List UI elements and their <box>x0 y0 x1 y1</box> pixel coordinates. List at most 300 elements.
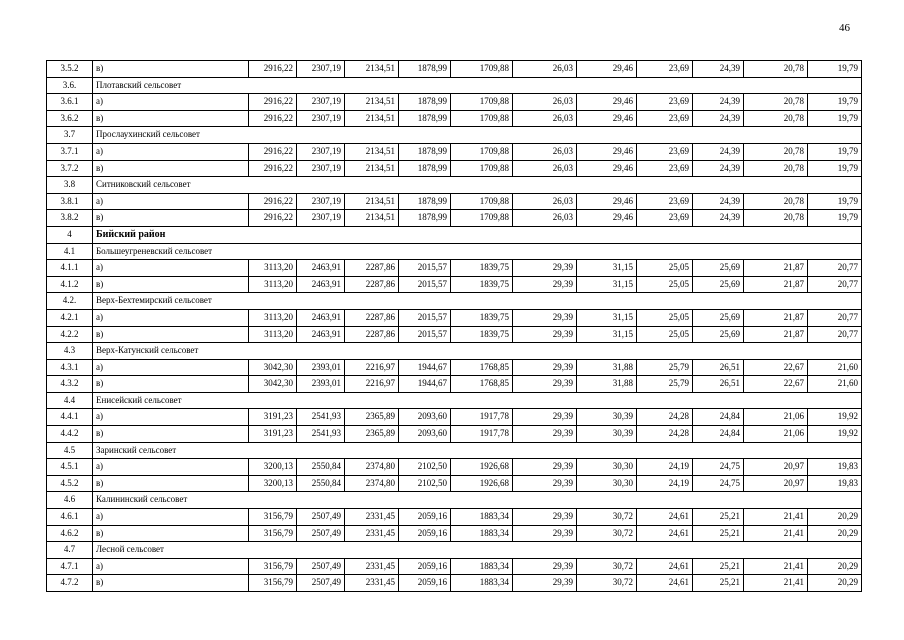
value-cell: 24,84 <box>693 426 744 443</box>
value-cell: 29,46 <box>577 160 637 177</box>
table-body <box>47 61 862 592</box>
value-cell: 1709,88 <box>451 210 513 227</box>
value-cell: 20,29 <box>808 558 862 575</box>
row-number: 4.5.2 <box>47 475 93 492</box>
row-number: 4.7 <box>47 542 93 559</box>
value-cell: 25,79 <box>637 359 693 376</box>
value-cell: 26,03 <box>513 110 577 127</box>
value-cell: 29,46 <box>577 94 637 111</box>
value-cell: 2374,80 <box>345 475 399 492</box>
table-row <box>47 61 862 78</box>
value-cell: 2307,19 <box>297 210 345 227</box>
value-cell: 1944,67 <box>399 376 451 393</box>
value-cell: 29,39 <box>513 475 577 492</box>
value-cell: 2134,51 <box>345 160 399 177</box>
value-cell: 29,39 <box>513 575 577 592</box>
value-cell: 3113,20 <box>249 309 297 326</box>
value-cell: 25,05 <box>637 309 693 326</box>
value-cell: 1709,88 <box>451 110 513 127</box>
value-cell: 1883,34 <box>451 525 513 542</box>
value-cell: 24,75 <box>693 475 744 492</box>
value-cell: 29,39 <box>513 509 577 526</box>
row-subitem: в) <box>93 210 249 227</box>
value-cell: 25,69 <box>693 260 744 277</box>
row-number: 3.6.2 <box>47 110 93 127</box>
value-cell: 20,78 <box>744 210 808 227</box>
value-cell: 3113,20 <box>249 260 297 277</box>
row-subitem: в) <box>93 276 249 293</box>
value-cell: 31,15 <box>577 276 637 293</box>
value-cell: 3156,79 <box>249 525 297 542</box>
value-cell: 2059,16 <box>399 509 451 526</box>
value-cell: 2134,51 <box>345 210 399 227</box>
value-cell: 29,46 <box>577 143 637 160</box>
table-row <box>47 575 862 592</box>
value-cell: 20,77 <box>808 276 862 293</box>
value-cell: 2916,22 <box>249 193 297 210</box>
value-cell: 20,77 <box>808 309 862 326</box>
section-row <box>47 392 862 409</box>
value-cell: 21,41 <box>744 558 808 575</box>
value-cell: 2331,45 <box>345 525 399 542</box>
value-cell: 21,87 <box>744 276 808 293</box>
table-row <box>47 276 862 293</box>
value-cell: 20,77 <box>808 326 862 343</box>
table-row <box>47 309 862 326</box>
value-cell: 3113,20 <box>249 326 297 343</box>
value-cell: 1709,88 <box>451 61 513 78</box>
value-cell: 2059,16 <box>399 575 451 592</box>
value-cell: 30,72 <box>577 558 637 575</box>
row-number: 4.6 <box>47 492 93 509</box>
value-cell: 23,69 <box>637 210 693 227</box>
value-cell: 2463,91 <box>297 326 345 343</box>
value-cell: 23,69 <box>637 193 693 210</box>
table-row <box>47 94 862 111</box>
value-cell: 1944,67 <box>399 359 451 376</box>
value-cell: 2059,16 <box>399 525 451 542</box>
value-cell: 31,15 <box>577 326 637 343</box>
row-subitem: а) <box>93 509 249 526</box>
row-number: 4.2.1 <box>47 309 93 326</box>
value-cell: 29,39 <box>513 309 577 326</box>
value-cell: 2393,01 <box>297 359 345 376</box>
value-cell: 24,39 <box>693 193 744 210</box>
row-subitem: а) <box>93 260 249 277</box>
value-cell: 2365,89 <box>345 409 399 426</box>
section-row <box>47 77 862 94</box>
value-cell: 19,79 <box>808 160 862 177</box>
table-row <box>47 260 862 277</box>
row-number: 4.6.2 <box>47 525 93 542</box>
row-number: 3.7.1 <box>47 143 93 160</box>
value-cell: 1709,88 <box>451 193 513 210</box>
value-cell: 2216,97 <box>345 359 399 376</box>
row-number: 4.1.2 <box>47 276 93 293</box>
value-cell: 24,75 <box>693 459 744 476</box>
value-cell: 2102,50 <box>399 475 451 492</box>
value-cell: 25,05 <box>637 326 693 343</box>
value-cell: 21,87 <box>744 326 808 343</box>
value-cell: 2916,22 <box>249 61 297 78</box>
row-subitem: в) <box>93 426 249 443</box>
value-cell: 2307,19 <box>297 193 345 210</box>
value-cell: 29,39 <box>513 558 577 575</box>
value-cell: 3113,20 <box>249 276 297 293</box>
section-row <box>47 177 862 194</box>
value-cell: 24,61 <box>637 558 693 575</box>
value-cell: 3042,30 <box>249 359 297 376</box>
value-cell: 31,15 <box>577 309 637 326</box>
value-cell: 2287,86 <box>345 260 399 277</box>
table-row <box>47 359 862 376</box>
value-cell: 2331,45 <box>345 575 399 592</box>
row-number: 3.7 <box>47 127 93 144</box>
value-cell: 1839,75 <box>451 260 513 277</box>
value-cell: 2507,49 <box>297 525 345 542</box>
value-cell: 20,97 <box>744 459 808 476</box>
value-cell: 1926,68 <box>451 475 513 492</box>
row-subitem: в) <box>93 575 249 592</box>
value-cell: 25,69 <box>693 326 744 343</box>
value-cell: 2307,19 <box>297 143 345 160</box>
value-cell: 2134,51 <box>345 94 399 111</box>
row-number: 4.2.2 <box>47 326 93 343</box>
value-cell: 1878,99 <box>399 143 451 160</box>
value-cell: 2463,91 <box>297 309 345 326</box>
row-number: 4.2. <box>47 293 93 310</box>
table-row <box>47 475 862 492</box>
row-number: 4 <box>47 226 93 243</box>
value-cell: 26,03 <box>513 61 577 78</box>
row-number: 4.4 <box>47 392 93 409</box>
section-name: Заринский сельсовет <box>93 442 862 459</box>
value-cell: 24,61 <box>637 509 693 526</box>
value-cell: 1878,99 <box>399 94 451 111</box>
value-cell: 29,39 <box>513 359 577 376</box>
value-cell: 24,84 <box>693 409 744 426</box>
value-cell: 20,77 <box>808 260 862 277</box>
value-cell: 20,29 <box>808 525 862 542</box>
row-number: 4.3.1 <box>47 359 93 376</box>
value-cell: 30,72 <box>577 525 637 542</box>
value-cell: 20,78 <box>744 61 808 78</box>
row-subitem: в) <box>93 525 249 542</box>
value-cell: 2287,86 <box>345 309 399 326</box>
value-cell: 30,72 <box>577 509 637 526</box>
value-cell: 2331,45 <box>345 509 399 526</box>
row-subitem: в) <box>93 475 249 492</box>
value-cell: 19,92 <box>808 426 862 443</box>
row-number: 4.4.1 <box>47 409 93 426</box>
value-cell: 2307,19 <box>297 61 345 78</box>
value-cell: 25,05 <box>637 276 693 293</box>
value-cell: 24,39 <box>693 143 744 160</box>
value-cell: 29,39 <box>513 459 577 476</box>
value-cell: 24,28 <box>637 409 693 426</box>
table-row <box>47 326 862 343</box>
section-row <box>47 442 862 459</box>
row-subitem: а) <box>93 459 249 476</box>
value-cell: 23,69 <box>637 110 693 127</box>
value-cell: 30,30 <box>577 475 637 492</box>
value-cell: 23,69 <box>637 94 693 111</box>
value-cell: 1878,99 <box>399 160 451 177</box>
value-cell: 30,72 <box>577 575 637 592</box>
value-cell: 1768,85 <box>451 359 513 376</box>
value-cell: 2916,22 <box>249 210 297 227</box>
value-cell: 2307,19 <box>297 110 345 127</box>
value-cell: 2015,57 <box>399 260 451 277</box>
row-number: 4.7.1 <box>47 558 93 575</box>
value-cell: 29,39 <box>513 525 577 542</box>
row-number: 4.5.1 <box>47 459 93 476</box>
value-cell: 2015,57 <box>399 309 451 326</box>
value-cell: 1917,78 <box>451 426 513 443</box>
row-number: 3.6.1 <box>47 94 93 111</box>
value-cell: 2916,22 <box>249 143 297 160</box>
value-cell: 29,46 <box>577 193 637 210</box>
value-cell: 1883,34 <box>451 509 513 526</box>
value-cell: 19,79 <box>808 193 862 210</box>
row-number: 4.3 <box>47 343 93 360</box>
value-cell: 1839,75 <box>451 309 513 326</box>
value-cell: 19,79 <box>808 143 862 160</box>
value-cell: 26,51 <box>693 359 744 376</box>
value-cell: 23,69 <box>637 160 693 177</box>
row-number: 3.8.1 <box>47 193 93 210</box>
row-number: 4.1.1 <box>47 260 93 277</box>
value-cell: 1709,88 <box>451 94 513 111</box>
value-cell: 3156,79 <box>249 509 297 526</box>
value-cell: 24,39 <box>693 110 744 127</box>
value-cell: 24,39 <box>693 210 744 227</box>
row-subitem: в) <box>93 376 249 393</box>
table-row <box>47 409 862 426</box>
value-cell: 24,39 <box>693 160 744 177</box>
value-cell: 1768,85 <box>451 376 513 393</box>
section-name: Енисейский сельсовет <box>93 392 862 409</box>
value-cell: 26,03 <box>513 143 577 160</box>
row-number: 3.8 <box>47 177 93 194</box>
value-cell: 2059,16 <box>399 558 451 575</box>
section-name: Большеугреневский сельсовет <box>93 243 862 260</box>
value-cell: 26,03 <box>513 193 577 210</box>
value-cell: 2550,84 <box>297 459 345 476</box>
value-cell: 2015,57 <box>399 276 451 293</box>
value-cell: 26,03 <box>513 210 577 227</box>
row-subitem: в) <box>93 61 249 78</box>
row-subitem: а) <box>93 143 249 160</box>
value-cell: 29,46 <box>577 110 637 127</box>
value-cell: 2216,97 <box>345 376 399 393</box>
section-name: Плотавский сельсовет <box>93 77 862 94</box>
table-row <box>47 525 862 542</box>
value-cell: 25,79 <box>637 376 693 393</box>
value-cell: 25,21 <box>693 575 744 592</box>
value-cell: 21,41 <box>744 575 808 592</box>
row-subitem: а) <box>93 94 249 111</box>
value-cell: 25,21 <box>693 509 744 526</box>
table-row <box>47 110 862 127</box>
value-cell: 1878,99 <box>399 110 451 127</box>
value-cell: 2541,93 <box>297 426 345 443</box>
row-number: 4.7.2 <box>47 575 93 592</box>
value-cell: 20,78 <box>744 94 808 111</box>
value-cell: 20,78 <box>744 110 808 127</box>
section-name: Прослаухинский сельсовет <box>93 127 862 144</box>
value-cell: 2134,51 <box>345 143 399 160</box>
row-number: 4.4.2 <box>47 426 93 443</box>
value-cell: 2507,49 <box>297 509 345 526</box>
page-number: 46 <box>839 22 850 34</box>
row-subitem: а) <box>93 309 249 326</box>
value-cell: 19,92 <box>808 409 862 426</box>
table-row <box>47 558 862 575</box>
table-row <box>47 426 862 443</box>
value-cell: 1878,99 <box>399 193 451 210</box>
value-cell: 26,03 <box>513 160 577 177</box>
value-cell: 2916,22 <box>249 110 297 127</box>
value-cell: 25,69 <box>693 309 744 326</box>
row-number: 3.7.2 <box>47 160 93 177</box>
row-number: 4.6.1 <box>47 509 93 526</box>
section-name: Калининский сельсовет <box>93 492 862 509</box>
value-cell: 26,51 <box>693 376 744 393</box>
row-number: 3.5.2 <box>47 61 93 78</box>
value-cell: 19,79 <box>808 94 862 111</box>
value-cell: 29,39 <box>513 426 577 443</box>
value-cell: 21,60 <box>808 376 862 393</box>
value-cell: 3200,13 <box>249 475 297 492</box>
row-number: 3.8.2 <box>47 210 93 227</box>
value-cell: 2463,91 <box>297 276 345 293</box>
value-cell: 1883,34 <box>451 558 513 575</box>
value-cell: 2134,51 <box>345 193 399 210</box>
value-cell: 2287,86 <box>345 326 399 343</box>
value-cell: 29,46 <box>577 61 637 78</box>
value-cell: 2287,86 <box>345 276 399 293</box>
value-cell: 20,78 <box>744 193 808 210</box>
value-cell: 3191,23 <box>249 426 297 443</box>
row-subitem: а) <box>93 558 249 575</box>
value-cell: 21,87 <box>744 260 808 277</box>
value-cell: 25,21 <box>693 558 744 575</box>
value-cell: 24,61 <box>637 525 693 542</box>
value-cell: 19,79 <box>808 210 862 227</box>
tariff-table <box>46 60 862 592</box>
value-cell: 31,15 <box>577 260 637 277</box>
section-name: Лесной сельсовет <box>93 542 862 559</box>
value-cell: 21,87 <box>744 309 808 326</box>
row-number: 4.1 <box>47 243 93 260</box>
value-cell: 3156,79 <box>249 575 297 592</box>
value-cell: 21,06 <box>744 409 808 426</box>
value-cell: 29,39 <box>513 409 577 426</box>
value-cell: 20,29 <box>808 575 862 592</box>
value-cell: 2331,45 <box>345 558 399 575</box>
value-cell: 2374,80 <box>345 459 399 476</box>
value-cell: 2093,60 <box>399 426 451 443</box>
table-row <box>47 160 862 177</box>
value-cell: 1839,75 <box>451 276 513 293</box>
value-cell: 29,39 <box>513 326 577 343</box>
value-cell: 22,67 <box>744 376 808 393</box>
table-row <box>47 509 862 526</box>
table-row <box>47 210 862 227</box>
table-row <box>47 376 862 393</box>
value-cell: 24,19 <box>637 459 693 476</box>
value-cell: 19,83 <box>808 459 862 476</box>
value-cell: 2507,49 <box>297 558 345 575</box>
row-subitem: а) <box>93 409 249 426</box>
value-cell: 20,29 <box>808 509 862 526</box>
value-cell: 20,78 <box>744 160 808 177</box>
value-cell: 1709,88 <box>451 143 513 160</box>
value-cell: 21,41 <box>744 509 808 526</box>
value-cell: 30,39 <box>577 426 637 443</box>
value-cell: 24,19 <box>637 475 693 492</box>
value-cell: 2134,51 <box>345 61 399 78</box>
value-cell: 2307,19 <box>297 160 345 177</box>
row-number: 4.5 <box>47 442 93 459</box>
section-row <box>47 243 862 260</box>
value-cell: 29,46 <box>577 210 637 227</box>
value-cell: 29,39 <box>513 276 577 293</box>
value-cell: 24,39 <box>693 94 744 111</box>
value-cell: 2365,89 <box>345 426 399 443</box>
value-cell: 19,79 <box>808 110 862 127</box>
value-cell: 1917,78 <box>451 409 513 426</box>
section-row <box>47 492 862 509</box>
value-cell: 29,39 <box>513 376 577 393</box>
value-cell: 24,61 <box>637 575 693 592</box>
value-cell: 2093,60 <box>399 409 451 426</box>
value-cell: 21,60 <box>808 359 862 376</box>
value-cell: 25,21 <box>693 525 744 542</box>
value-cell: 1839,75 <box>451 326 513 343</box>
value-cell: 24,28 <box>637 426 693 443</box>
value-cell: 20,97 <box>744 475 808 492</box>
value-cell: 30,30 <box>577 459 637 476</box>
table-row <box>47 193 862 210</box>
value-cell: 2015,57 <box>399 326 451 343</box>
value-cell: 24,39 <box>693 61 744 78</box>
value-cell: 2393,01 <box>297 376 345 393</box>
section-row <box>47 127 862 144</box>
row-subitem: в) <box>93 326 249 343</box>
value-cell: 21,06 <box>744 426 808 443</box>
value-cell: 25,05 <box>637 260 693 277</box>
value-cell: 2507,49 <box>297 575 345 592</box>
value-cell: 21,41 <box>744 525 808 542</box>
row-subitem: в) <box>93 160 249 177</box>
value-cell: 1883,34 <box>451 575 513 592</box>
value-cell: 3156,79 <box>249 558 297 575</box>
table-row <box>47 459 862 476</box>
value-cell: 1878,99 <box>399 210 451 227</box>
value-cell: 2102,50 <box>399 459 451 476</box>
value-cell: 31,88 <box>577 359 637 376</box>
district-name: Бийский район <box>93 226 862 243</box>
row-subitem: а) <box>93 193 249 210</box>
value-cell: 20,78 <box>744 143 808 160</box>
value-cell: 3200,13 <box>249 459 297 476</box>
value-cell: 1926,68 <box>451 459 513 476</box>
value-cell: 23,69 <box>637 143 693 160</box>
value-cell: 3042,30 <box>249 376 297 393</box>
value-cell: 2916,22 <box>249 94 297 111</box>
